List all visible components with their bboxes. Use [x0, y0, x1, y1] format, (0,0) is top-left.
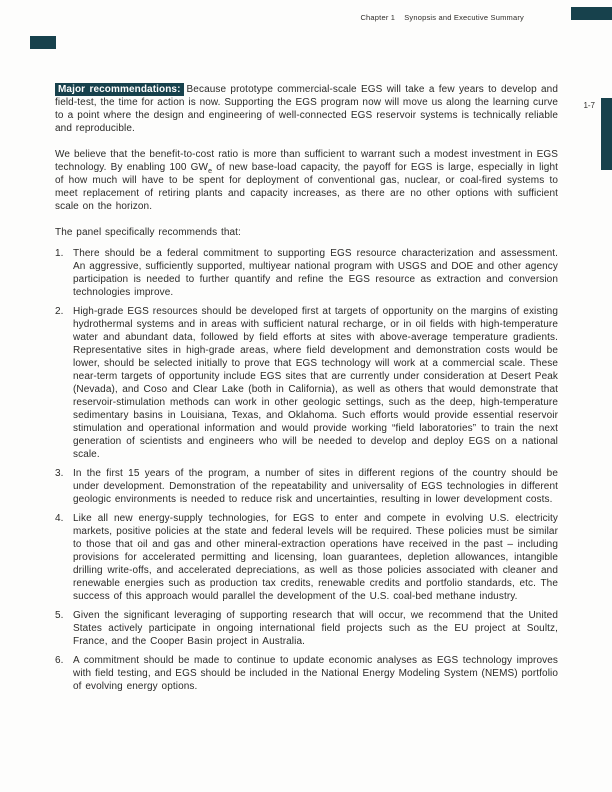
top-corner-accent-bar — [571, 7, 612, 20]
major-recommendations-label: Major recommendations: — [55, 83, 184, 96]
corner-accent-square — [30, 36, 56, 49]
recommendations-list — [55, 247, 558, 693]
intro-paragraph-text: Because prototype commercial-scale EGS will take a few years to develop and field-test, the time for action is now. Supporting the EGS program now will move us along the learning curve to a point where the design and engineering of well-connected EGS reservoir systems is technically reliable and reproducible. — [55, 84, 559, 134]
list-item-text: High-grade EGS resources should be developed first at targets of opportunity on the margins of existing hydrothermal systems and in areas with sufficient natural recharge, or in oil fields with high-temperature water and abundant data, followed by field efforts at sites with above-average temperature gradients. Representative sites in high-grade areas, where field development and demonstration costs would be lower, should be selected initially to prove that EGS technology will work at a commercial scale. These near-term targets of opportunity include EGS sites that are currently under consideration at Desert Peak (Nevada), and Coso and Clear Lake (both in California), as well as others that would demonstrate that reservoir-stimulation methods can work in other geologic settings, such as the deep, high-temperature sedimentary basins in Louisiana, Texas, and Oklahoma. Such efforts would provide essential reservoir stimulation and operational information and would provide working “field laboratories” to train the next generation of scientists and engineers who will be needed to develop and deploy EGS on a national scale. — [73, 306, 558, 460]
list-item-text: There should be a federal commitment to supporting EGS resource characterization and assessment. An aggressive, sufficiently supported, multiyear national program with USGS and DOE and other agency participation is needed to further quantify and refine the EGS resource as extraction and conversion technologies improve. — [73, 248, 558, 298]
page-number: 1-7 — [583, 101, 595, 110]
recommendation-item-1 — [55, 247, 558, 299]
running-header-chapter: Chapter 1 — [360, 13, 396, 22]
list-item-text: In the first 15 years of the program, a number of sites in different regions of the country should be under development. Demonstration of the repeatability and universality of EGS technologies in different geologic environments is needed to reduce risk and uncertainties, resulting in lower development costs. — [73, 468, 558, 505]
recommendation-item-3 — [55, 467, 558, 506]
benefit-cost-paragraph — [55, 148, 558, 213]
benefit-cost-text-pre: We believe that the benefit-to-cost ratio is more than sufficient to warrant such a modest investment in EGS technology. By enabling 100 GW — [55, 149, 558, 173]
benefit-cost-text-post: of new base-load capacity, the payoff for EGS is large, especially in light of how much will have to be spent for deployment of conventional gas, nuclear, or coal-fired systems to meet replacement of retiring plants and capacity increases, as there are no other options with sufficient scale on the horizon. — [55, 162, 558, 212]
running-header-title: Synopsis and Executive Summary — [404, 13, 524, 22]
list-item-number: 2. — [55, 306, 64, 317]
panel-recommends-line: The panel specifically recommends that: — [55, 227, 241, 238]
running-header — [360, 13, 524, 22]
list-item-number: 3. — [55, 468, 64, 479]
list-item-text: A commitment should be made to continue to update economic analyses as EGS technology improves with field testing, and EGS should be included in the National Energy Modeling System (NEMS) portfolio of evolving energy options. — [73, 655, 558, 692]
list-item-text: Given the significant leveraging of supporting research that will occur, we recommend that the United States actively participate in ongoing international field projects such as the EU project at Soultz, France, and the Cooper Basin project in Australia. — [73, 610, 558, 647]
list-item-number: 6. — [55, 655, 64, 666]
chapter-edge-tab — [601, 98, 612, 170]
intro-paragraph — [55, 83, 558, 135]
page-content — [55, 83, 558, 699]
list-item-text: Like all new energy-supply technologies, for EGS to enter and compete in evolving U.S. electricity markets, positive policies at the state and federal levels will be required. These policies must be similar to those that oil and gas and other mineral-extraction operations have received in the past – including provisions for accelerated permitting and licensing, loan guarantees, depletion allowances, intangible drilling write-offs, and accelerated depreciations, as well as those policies associated with cleaner and renewable energies such as production tax credits, renewable credits and portfolio standards, etc. The success of this approach would parallel the development of the U.S. coal-bed methane industry. — [73, 513, 558, 602]
recommendation-item-5 — [55, 609, 558, 648]
recommendation-item-2 — [55, 305, 558, 461]
list-item-number: 5. — [55, 610, 64, 621]
list-item-number: 4. — [55, 513, 64, 524]
list-item-number: 1. — [55, 248, 64, 259]
recommendation-item-6 — [55, 654, 558, 693]
gw-subscript: e — [208, 168, 213, 175]
recommendation-item-4 — [55, 512, 558, 603]
